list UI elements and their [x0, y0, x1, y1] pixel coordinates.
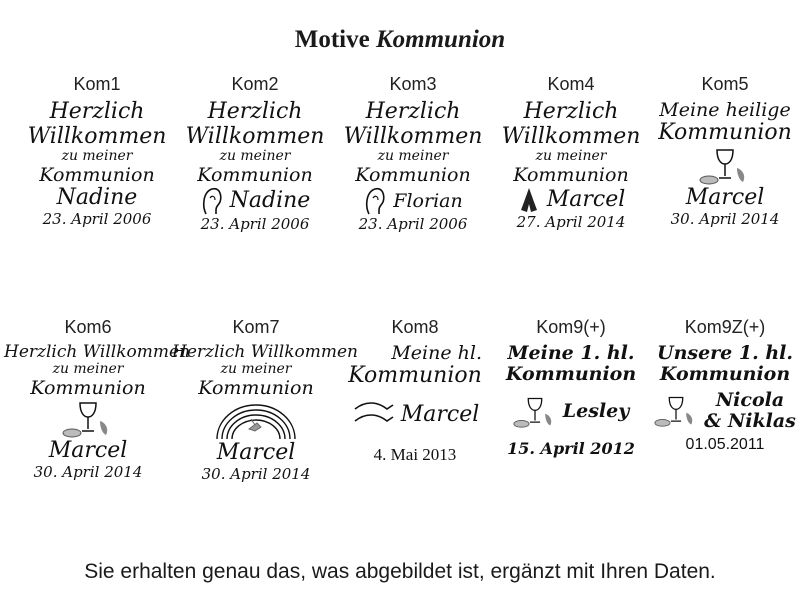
motif-line: Kommunion — [513, 163, 629, 186]
motif-code: Kom2 — [231, 74, 279, 94]
motif-line: Kommunion — [39, 163, 155, 186]
motif-code: Kom9Z(+) — [684, 317, 766, 337]
motif-date: 4. Mai 2013 — [373, 444, 457, 464]
motif-line: Meine heilige — [659, 99, 791, 121]
motif-code: Kom1 — [73, 74, 121, 94]
praying-child-icon — [200, 186, 224, 216]
motif-name: Nadine — [56, 185, 138, 211]
motif-line: Kommunion — [659, 363, 791, 386]
title-main: Motive — [294, 26, 370, 53]
motif-line: Kommunion — [30, 376, 146, 399]
motif-line: Kommunion — [348, 363, 482, 389]
motif-code: Kom7 — [232, 317, 280, 337]
motif-kom2 — [176, 72, 334, 312]
motif-code: Kom5 — [701, 74, 749, 94]
motif-code: Kom3 — [389, 74, 437, 94]
motif-name-second: & Niklas — [704, 409, 796, 432]
motif-code: Kom8 — [391, 317, 439, 337]
motif-date: 30. April 2014 — [201, 464, 311, 483]
motif-line: Herzlich — [207, 99, 303, 124]
motif-code: Kom6 — [64, 317, 112, 337]
motif-name: Marcel — [685, 184, 765, 210]
chalice-icon — [699, 146, 751, 186]
motif-name: Nadine — [229, 187, 311, 213]
motif-line: Willkommen — [27, 123, 167, 149]
motif-kom8 — [340, 315, 490, 555]
motif-line: zu meiner — [219, 148, 291, 165]
chalice-icon — [62, 399, 114, 439]
motif-line: Herzlich — [49, 99, 145, 124]
motif-line: Kommunion — [198, 376, 314, 399]
motif-kom5 — [646, 72, 800, 312]
page-title — [0, 26, 800, 54]
motif-line: Meine hl. — [391, 342, 482, 364]
motif-line: Meine 1. hl. — [507, 342, 635, 364]
motif-name: Marcel — [216, 439, 296, 465]
motif-kom9 — [494, 315, 648, 555]
motif-line: zu meiner — [61, 148, 133, 165]
motif-code: Kom9(+) — [536, 317, 606, 337]
motif-date: 23. April 2006 — [42, 209, 152, 228]
motif-date: 01.05.2011 — [685, 436, 765, 454]
motif-line: Willkommen — [343, 123, 483, 149]
motif-line: Unsere 1. hl. — [657, 342, 793, 364]
motif-line: Kommunion — [355, 163, 471, 186]
motif-line: zu meiner — [535, 148, 607, 165]
motif-kom7 — [172, 315, 358, 555]
motif-line: Kommunion — [658, 120, 792, 146]
motif-name: Nicola — [715, 388, 785, 411]
motif-code: Kom4 — [547, 74, 595, 94]
chalice-icon — [654, 393, 698, 429]
chalice-icon — [513, 394, 557, 430]
motif-name: Marcel — [48, 437, 128, 463]
motif-date: 27. April 2014 — [516, 213, 626, 232]
motif-kom3 — [334, 72, 492, 312]
title-accent: Kommunion — [375, 26, 506, 53]
motif-line: Kommunion — [505, 363, 637, 386]
motif-line: zu meiner — [377, 148, 449, 165]
footer-note: Sie erhalten genau das, was abgebildet ist, ergänzt mit Ihren Daten. — [84, 560, 716, 583]
motif-date: 15. April 2012 — [507, 438, 635, 458]
motif-kom9z — [650, 315, 800, 555]
motif-date: 30. April 2014 — [670, 209, 780, 228]
motif-line: Kommunion — [197, 163, 313, 186]
praying-child-icon — [363, 186, 387, 216]
motif-line: Herzlich Willkommen — [4, 342, 190, 362]
motif-name: Marcel — [400, 401, 480, 427]
fish-icon — [351, 399, 395, 431]
motif-name: Florian — [393, 189, 463, 212]
motif-line: Herzlich — [523, 99, 619, 124]
motif-line: Herzlich — [365, 99, 461, 124]
praying-hands-icon — [517, 186, 541, 214]
motif-line: Willkommen — [185, 123, 325, 149]
motif-line: Willkommen — [501, 123, 641, 149]
motif-line: Herzlich Willkommen — [172, 342, 358, 362]
motif-line: zu meiner — [220, 361, 292, 378]
motif-name: Marcel — [546, 186, 626, 212]
motif-kom4 — [492, 72, 650, 312]
motif-kom6 — [4, 315, 190, 555]
motif-date: 30. April 2014 — [33, 462, 143, 481]
rainbow-dove-icon — [211, 399, 301, 441]
motif-name: Lesley — [562, 399, 630, 422]
motif-date: 23. April 2006 — [358, 215, 468, 234]
motif-line: zu meiner — [52, 361, 124, 378]
motif-date: 23. April 2006 — [200, 215, 310, 234]
motif-kom1 — [18, 72, 176, 312]
